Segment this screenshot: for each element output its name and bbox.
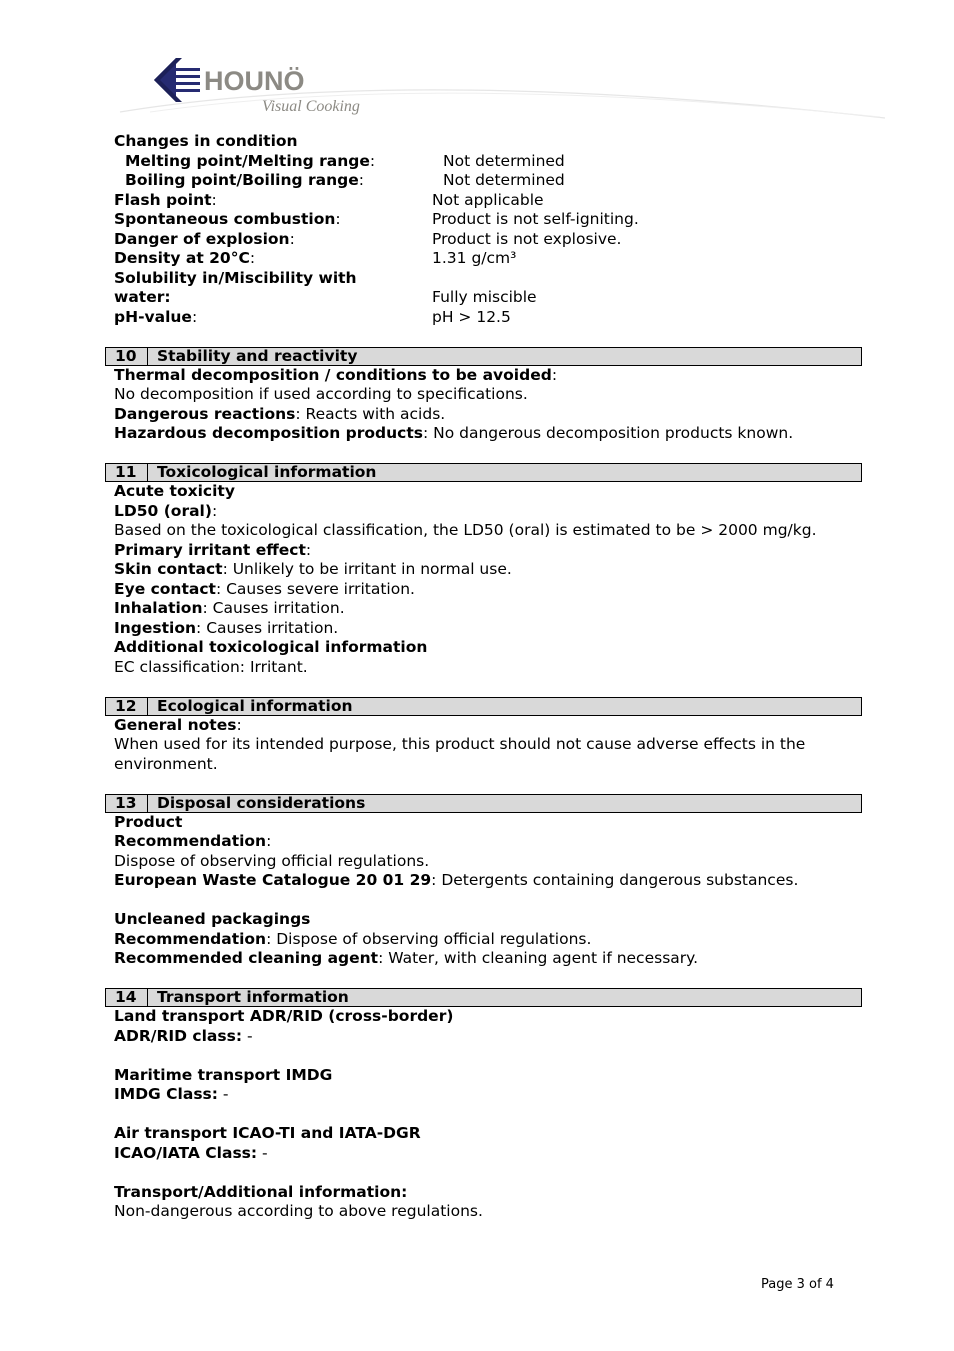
- property-label: Solubility in/Miscibility with: [114, 268, 357, 287]
- section-number: 10: [106, 348, 148, 365]
- text-line: Additional toxicological information: [114, 638, 428, 656]
- text-line: General notes:: [114, 715, 242, 734]
- text-line: Product: [114, 812, 183, 831]
- property-value: pH > 12.5: [432, 307, 511, 326]
- section-header-11: [105, 463, 862, 482]
- text-line: Thermal decomposition / conditions to be avoided:: [114, 365, 558, 384]
- property-label: Danger of explosion: [114, 229, 290, 248]
- property-row: [114, 269, 864, 289]
- text-line: Hazardous decomposition products: No dangerous decomposition products known.: [114, 424, 794, 442]
- property-label: Boiling point/Boiling range: [125, 171, 359, 189]
- changes-heading: Changes in condition: [114, 132, 298, 150]
- property-value: Not determined: [443, 151, 565, 170]
- property-row: Melting point/Melting range: Not determined: [125, 151, 565, 170]
- text-line: Skin contact: Unlikely to be irritant in normal use.: [114, 560, 512, 578]
- section-title: Transport information: [157, 988, 349, 1006]
- text-line: Acute toxicity: [114, 482, 235, 500]
- company-logo: [110, 50, 900, 130]
- property-row: Flash point: Not applicable: [114, 190, 544, 209]
- text-line: Inhalation: Causes irritation.: [114, 599, 345, 617]
- property-label: Melting point/Melting range: [125, 151, 370, 170]
- text-line: Based on the toxicological classification, the LD50 (oral) is estimated to be > 2000 mg/kg.: [114, 521, 817, 539]
- section-number: 13: [106, 795, 148, 812]
- section-header-10: [105, 347, 862, 366]
- section-number: 12: [106, 698, 148, 715]
- property-label: Flash point: [114, 190, 212, 209]
- section-number: 11: [106, 464, 148, 481]
- text-line: Maritime transport IMDG: [114, 1065, 333, 1084]
- text-line: Recommended cleaning agent: Water, with cleaning agent if necessary.: [114, 949, 699, 967]
- property-value: Product is not explosive.: [432, 229, 622, 248]
- text-line: EC classification: Irritant.: [114, 657, 308, 676]
- text-line: Air transport ICAO-TI and IATA-DGR: [114, 1124, 421, 1142]
- text-line: Recommendation:: [114, 832, 272, 850]
- text-line: ICAO/IATA Class: -: [114, 1143, 268, 1162]
- text-line: Transport/Additional information:: [114, 1182, 408, 1201]
- property-value: Not determined: [443, 171, 565, 189]
- text-line: Uncleaned packagings: [114, 910, 311, 928]
- text-line: LD50 (oral):: [114, 501, 218, 520]
- property-row: Spontaneous combustion: Product is not self-igniting.: [114, 210, 639, 228]
- text-line: IMDG Class: -: [114, 1085, 229, 1103]
- text-line: Non-dangerous according to above regulations.: [114, 1202, 483, 1220]
- section-title: Toxicological information: [157, 463, 377, 481]
- sds-content: [114, 132, 864, 1222]
- text-line: Eye contact: Causes severe irritation.: [114, 579, 415, 598]
- property-row: Density at 20°C: 1.31 g/cm³: [114, 249, 517, 267]
- property-label: water:: [114, 288, 171, 306]
- text-line: ADR/RID class: -: [114, 1026, 253, 1045]
- section-header-12: [105, 697, 862, 716]
- text-line: Dangerous reactions: Reacts with acids.: [114, 404, 446, 423]
- property-row: [114, 288, 864, 308]
- svg-text:Visual Cooking: Visual Cooking: [262, 98, 360, 115]
- text-line: Primary irritant effect:: [114, 540, 312, 559]
- paragraph: When used for its intended purpose, this product should not cause adverse effects in the environment.: [114, 735, 806, 773]
- section-header-14: [105, 988, 862, 1007]
- text-line: Land transport ADR/RID (cross-border): [114, 1007, 454, 1025]
- property-value: Fully miscible: [432, 288, 537, 306]
- text-line: Ingestion: Causes irritation.: [114, 618, 339, 637]
- property-value: 1.31 g/cm³: [432, 249, 517, 267]
- text-line: Dispose of observing official regulations.: [114, 851, 430, 870]
- property-value: Not applicable: [432, 190, 544, 209]
- property-label: Density at 20°C: [114, 249, 250, 267]
- text-line: European Waste Catalogue 20 01 29: Detergents containing dangerous substances.: [114, 871, 799, 889]
- property-row: Boiling point/Boiling range: Not determined: [125, 171, 565, 189]
- property-label: pH-value: [114, 307, 192, 326]
- logo-graphic: [110, 50, 900, 130]
- svg-text:HOUNÖ: HOUNÖ: [204, 66, 305, 96]
- property-row: pH-value: pH > 12.5: [114, 307, 511, 326]
- section-title: Disposal considerations: [157, 793, 366, 812]
- section-title: Ecological information: [157, 696, 353, 715]
- section-number: 14: [106, 989, 148, 1006]
- text-line: No decomposition if used according to specifications.: [114, 385, 528, 403]
- property-row: Danger of explosion: Product is not explosive.: [114, 229, 622, 248]
- section-header-13: [105, 794, 862, 813]
- property-label: Spontaneous combustion: [114, 210, 336, 228]
- section-title: Stability and reactivity: [157, 346, 358, 365]
- property-value: Product is not self-igniting.: [432, 210, 639, 228]
- page-number: Page 3 of 4: [761, 1277, 834, 1292]
- text-line: Recommendation: Dispose of observing official regulations.: [114, 929, 592, 948]
